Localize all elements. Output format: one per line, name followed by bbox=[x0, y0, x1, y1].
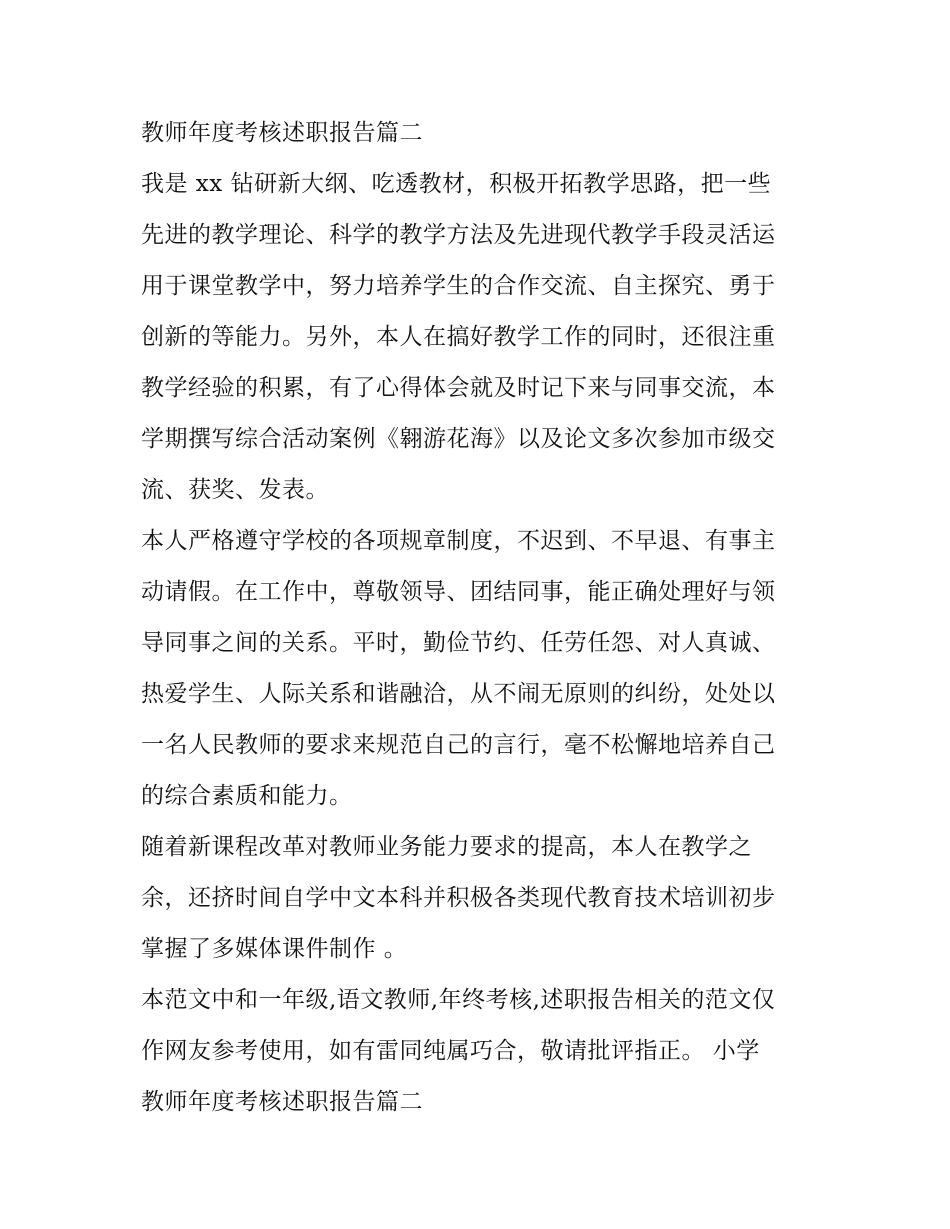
paragraph-4-line-2: 作网友参考使用，如有雷同纯属巧合，敬请批评指正。 小学 bbox=[141, 1038, 760, 1064]
paragraph-1-line-6: 学期撰写综合活动案例《翱游花海》以及论文多次参加市级交 bbox=[141, 426, 776, 452]
paragraph-2-line-5: 一名人民教师的要求来规范自己的言行，毫不松懈地培养自己 bbox=[141, 732, 776, 758]
paragraph-1-line-7: 流、获奖、发表。 bbox=[141, 477, 329, 503]
document-title: 教师年度考核述职报告篇二 bbox=[141, 120, 423, 146]
paragraph-1-line-1: 我是 xx 钻研新大纲、吃透教材，积极开拓教学思路，把一些 bbox=[141, 171, 772, 197]
paragraph-1-line-4: 创新的等能力。另外，本人在搞好教学工作的同时，还很注重 bbox=[141, 324, 776, 350]
paragraph-3-line-1: 随着新课程改革对教师业务能力要求的提高，本人在教学之 bbox=[141, 834, 752, 860]
paragraph-2-line-4: 热爱学生、人际关系和谐融洽，从不闹无原则的纠纷，处处以 bbox=[141, 681, 776, 707]
paragraph-4-line-1: 本范文中和一年级,语文教师,年终考核,述职报告相关的范文仅 bbox=[141, 987, 776, 1013]
paragraph-2-line-2: 动请假。在工作中，尊敬领导、团结同事，能正确处理好与领 bbox=[141, 579, 776, 605]
paragraph-3-line-2: 余，还挤时间自学中文本科并积极各类现代教育技术培训初步 bbox=[141, 885, 776, 911]
paragraph-1-line-5: 教学经验的积累，有了心得体会就及时记下来与同事交流，本 bbox=[141, 375, 776, 401]
paragraph-2-line-6: 的综合素质和能力。 bbox=[141, 783, 353, 809]
document-body bbox=[141, 108, 821, 1128]
paragraph-1-line-3: 用于课堂教学中，努力培养学生的合作交流、自主探究、勇于 bbox=[141, 273, 776, 299]
paragraph-2-line-1: 本人严格遵守学校的各项规章制度，不迟到、不早退、有事主 bbox=[141, 528, 776, 554]
paragraph-1-line-2: 先进的教学理论、科学的教学方法及先进现代教学手段灵活运 bbox=[141, 222, 776, 248]
paragraph-3-line-3: 掌握了多媒体课件制作 。 bbox=[141, 936, 408, 962]
paragraph-2-line-3: 导同事之间的关系。平时，勤俭节约、任劳任怨、对人真诚、 bbox=[141, 630, 776, 656]
paragraph-4-line-3: 教师年度考核述职报告篇二 bbox=[141, 1089, 423, 1115]
